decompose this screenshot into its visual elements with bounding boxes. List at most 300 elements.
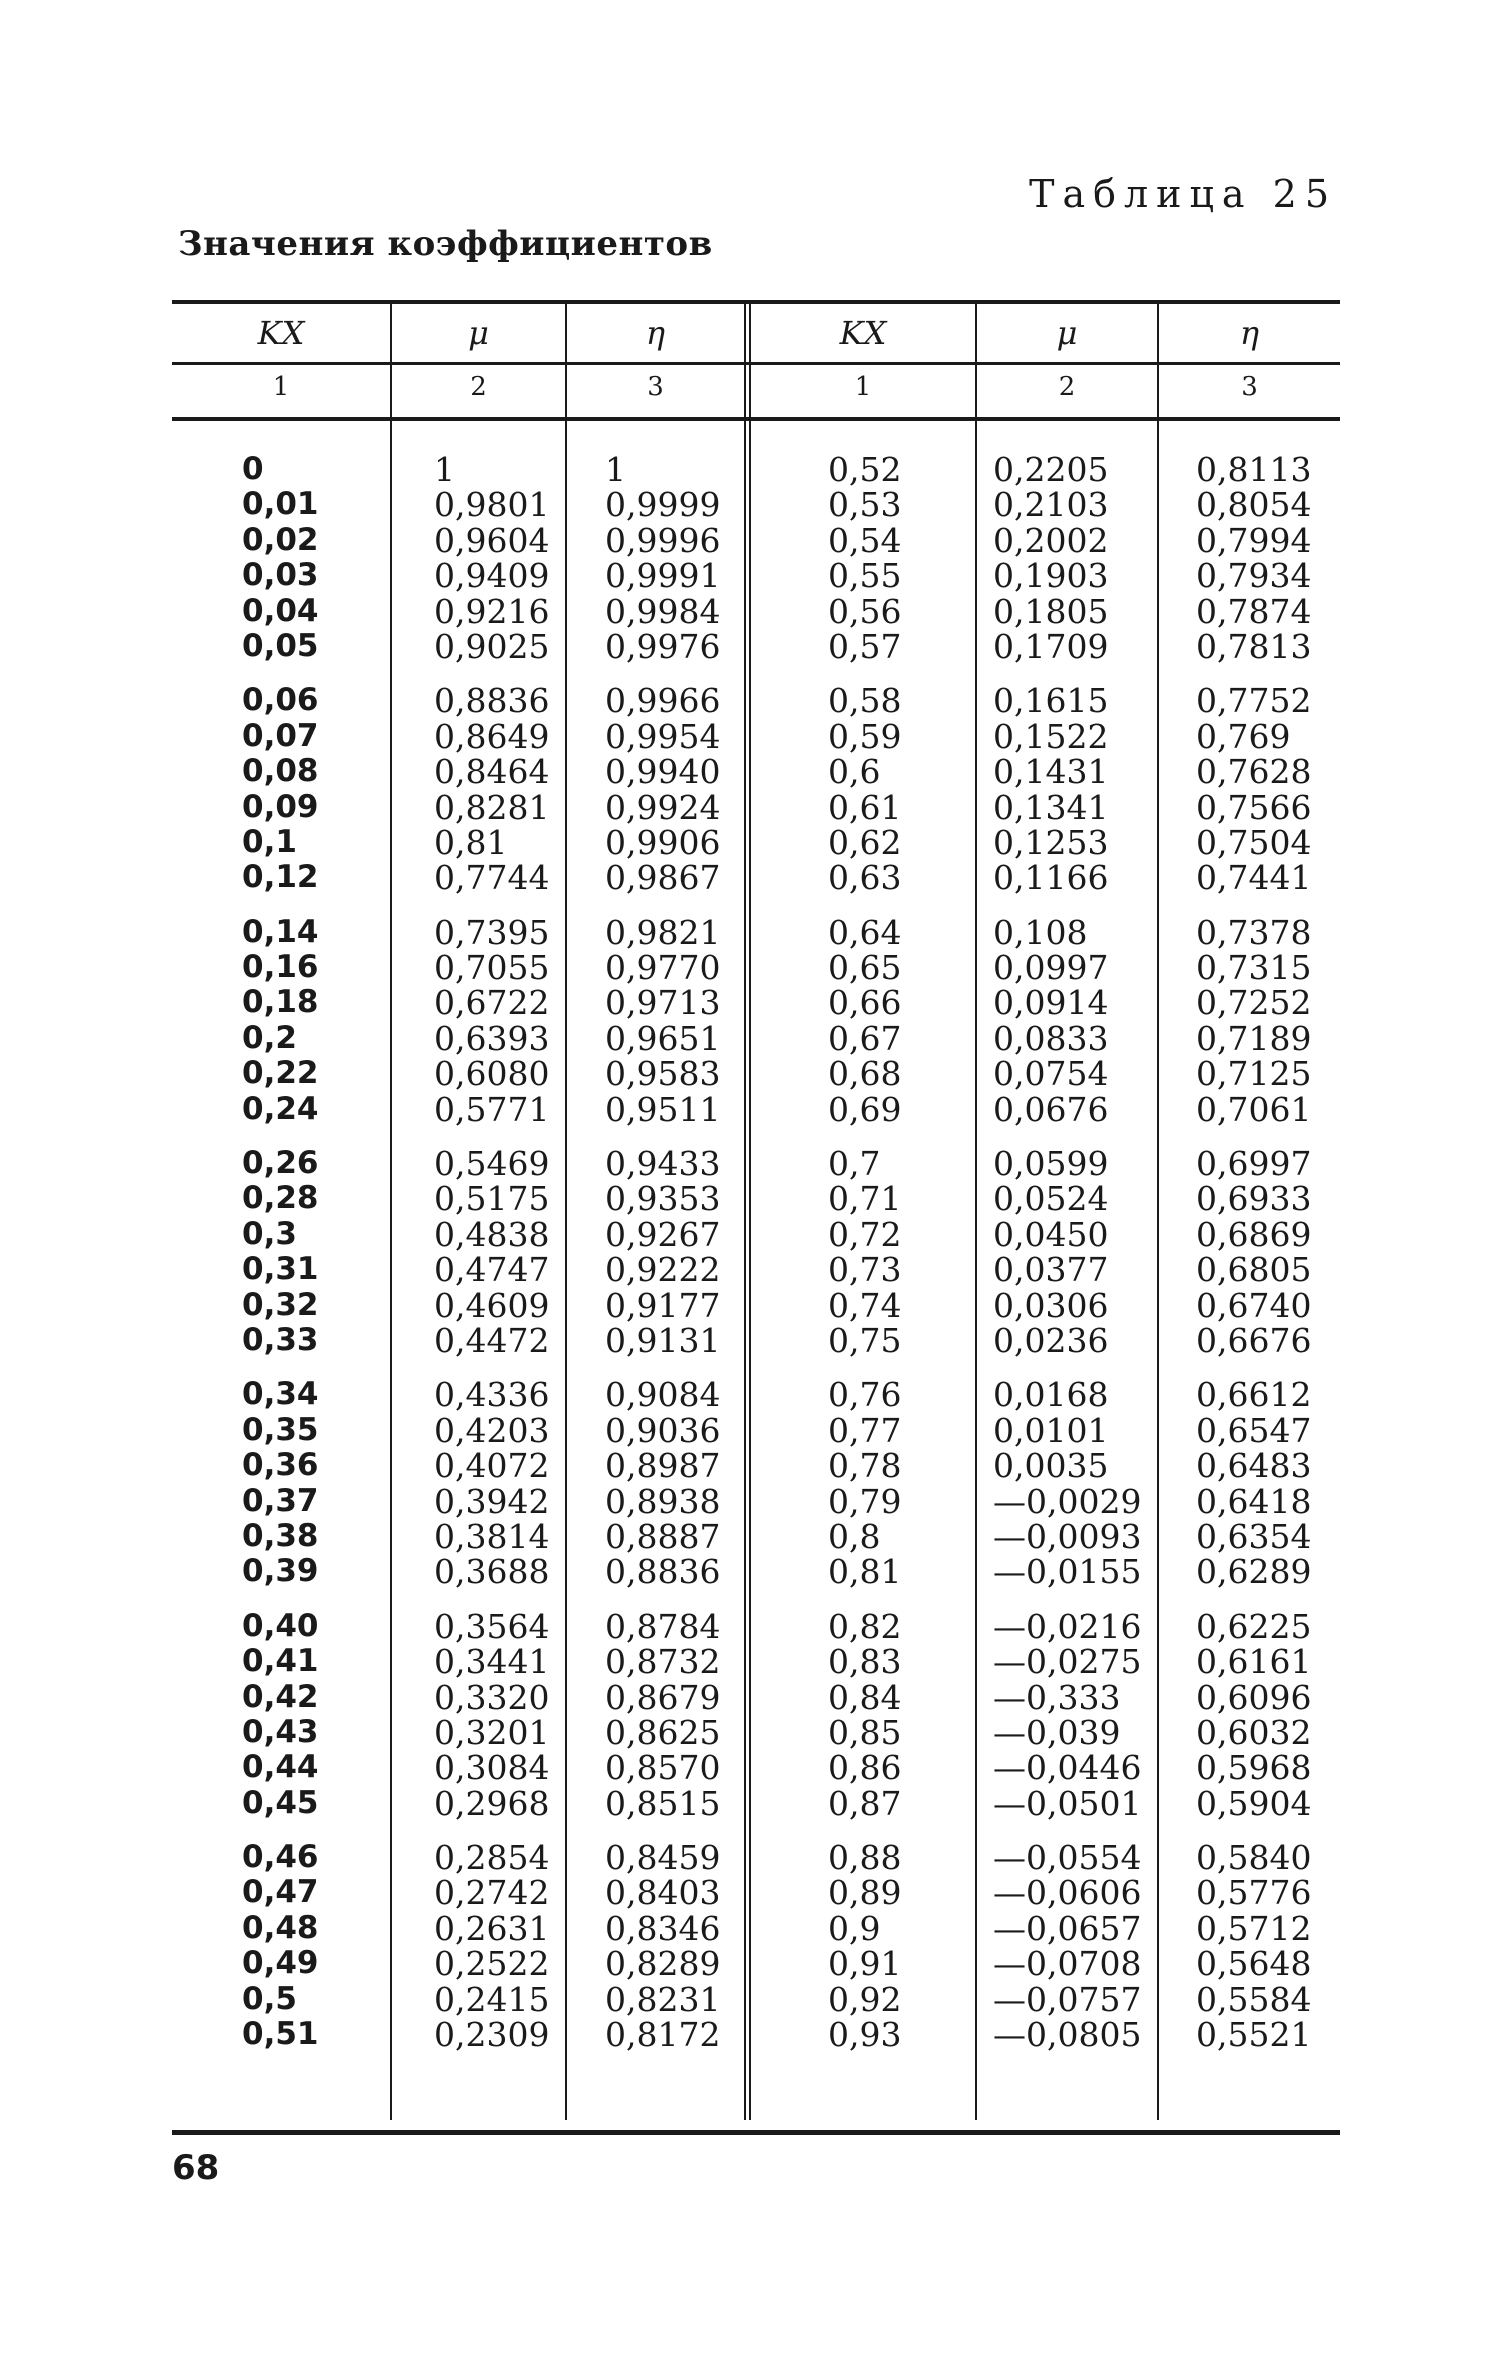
table-cell: 0,64 [828,912,902,952]
table-cell: 0,14 [242,913,319,950]
table-cell: 0,79 [828,1481,902,1521]
header-rule [172,362,1340,365]
table-cell: 0,9 [828,1908,881,1948]
table-cell: 0,1709 [993,626,1109,666]
table-cell: 0,0524 [993,1179,1109,1219]
table-cell: 0,49 [242,1945,319,1982]
table-cell: 0,0676 [993,1089,1109,1129]
table-cell: —0,0708 [993,1944,1142,1984]
table-cell: 0,8113 [1196,450,1312,489]
table-cell: 0,4609 [434,1285,550,1325]
table-cell: 0,6483 [1196,1446,1312,1486]
row-group [567,912,744,1129]
table-cell: 0,9433 [605,1144,721,1184]
table-cell: 0,6032 [1196,1712,1312,1752]
header-kx: KX [839,314,887,352]
table-cell: 0,32 [242,1286,319,1323]
table-cell: 0,1341 [993,787,1109,827]
table-cell: 0,8054 [1196,485,1312,525]
table-cell: 0,57 [828,626,902,666]
table-cell: 1 [605,450,626,489]
table-cell: 0,81 [434,822,508,862]
table-cell: 0,9084 [605,1375,721,1415]
header-mu: μ [1056,314,1078,352]
row-group [392,681,565,898]
table-cell: —0,039 [993,1712,1121,1752]
table-cell: 0,7441 [1196,858,1312,898]
table-cell: 0,47 [242,1874,319,1911]
table-cell: 0,9222 [605,1250,721,1290]
row-group [977,1838,1157,2055]
table-cell: 0,04 [242,592,319,629]
table-cell: 0,4472 [434,1320,550,1360]
table-cell: 0,0450 [993,1214,1109,1254]
column-cells [567,452,744,2071]
table-cell: 0,9821 [605,912,721,952]
subheader: 2 [470,372,487,402]
subheader: 1 [272,372,290,402]
table-cell: 0,1522 [993,716,1109,756]
table-cell: 0,7504 [1196,822,1312,862]
table-cell: 0,03 [242,557,319,594]
table-cell: 0,16 [242,949,319,986]
table-cell: 0 [242,451,264,487]
table-cell: 0,108 [993,912,1088,952]
table-cell: 0,89 [828,1873,902,1913]
table-cell: 1 [434,450,455,489]
table-cell: —0,0093 [993,1516,1142,1556]
table-cell: 0,8836 [605,1552,721,1592]
table-cell: 0,38 [242,1517,319,1554]
table-cell: 0,02 [242,521,319,558]
table-cell: 0,6676 [1196,1320,1312,1360]
table-cell: 0,77 [828,1410,902,1450]
table-cell: —0,0757 [993,1979,1142,2019]
table-cell: 0,18 [242,984,319,1021]
table-cell: 0,7125 [1196,1054,1312,1094]
table-cell: 0,8289 [605,1944,721,1984]
table-cell: 0,07 [242,717,319,754]
table-cell: 0,6 [828,752,881,792]
table-cell: 0,7994 [1196,520,1312,560]
table-cell: 0,2968 [434,1783,550,1823]
table-cell: 0,3441 [434,1642,550,1682]
table-cell: 0,73 [828,1250,902,1290]
row-group [392,1146,565,1358]
table-cell: 0,0997 [993,948,1109,988]
table-cell: 0,9996 [605,520,721,560]
table-cell: —0,0606 [993,1873,1142,1913]
table-cell: 0,4838 [434,1214,550,1254]
table-label: Таблица 25 [1029,172,1337,216]
table-cell: 0,2742 [434,1873,550,1913]
table-cell: 0,2631 [434,1908,550,1948]
row-group [1159,1838,1340,2055]
table-cell: 0,1166 [993,858,1109,898]
table-cell: 0,5648 [1196,1944,1312,1984]
table-cell: 0,9906 [605,822,721,862]
table-cell: 0,74 [828,1285,902,1325]
row-group [392,1606,565,1823]
table-cell: 0,9131 [605,1320,721,1360]
table-cell: 0,3084 [434,1748,550,1788]
table-cell: 0,82 [828,1606,902,1646]
row-group [1159,1375,1340,1592]
table-cell: 0,0377 [993,1250,1109,1290]
subheader: 1 [854,372,872,402]
table-cell: 0,54 [828,520,902,560]
table-cell: 0,28 [242,1180,319,1217]
table-cell: 0,69 [828,1089,902,1129]
column-cells [977,452,1157,2071]
table-cell: —0,0155 [993,1552,1142,1592]
table-cell: 0,83 [828,1642,902,1682]
table-cell: 0,6393 [434,1018,550,1058]
table-cell: 0,5584 [1196,1979,1312,2019]
table-cell: 0,9770 [605,948,721,988]
table-cell: 0,8649 [434,716,550,756]
table-cell: 0,5712 [1196,1908,1312,1948]
row-group [977,681,1157,898]
page-number: 68 [172,2148,220,2188]
table-cell: 0,09 [242,788,319,825]
table-bottom-rule [172,2130,1340,2135]
table-cell: 0,8570 [605,1748,721,1788]
table-cell: 0,0754 [993,1054,1109,1094]
table-cell: 0,7378 [1196,912,1312,952]
table-cell: 0,7874 [1196,591,1312,631]
header-mu: μ [468,314,489,352]
table-cell: —0,0029 [993,1481,1142,1521]
table-cell: 0,31 [242,1251,319,1288]
row-group [172,1146,390,1358]
table-cell: 0,1615 [993,681,1109,721]
table-cell: 0,5521 [1196,2015,1312,2055]
table-cell: 0,5469 [434,1144,550,1184]
table-cell: 0,6161 [1196,1642,1312,1682]
table-cell: 0,9409 [434,556,550,596]
header-eta: η [645,314,666,352]
table-cell: 0,62 [828,822,902,862]
row-group [172,1840,390,2052]
table-cell: 0,44 [242,1749,319,1786]
table-cell: 0,9984 [605,591,721,631]
row-group [1159,1146,1340,1358]
header-kx: KX [257,314,305,352]
table-cell: 0,8 [828,1516,881,1556]
row-group [977,1146,1157,1358]
table-cell: 0,6225 [1196,1606,1312,1646]
table-cell: 0,0599 [993,1144,1109,1184]
table-cell: 0,8887 [605,1516,721,1556]
table-cell: 0,72 [828,1214,902,1254]
table-cell: 0,6289 [1196,1552,1312,1592]
table-cell: 0,78 [828,1446,902,1486]
row-group [567,1606,744,1823]
table-cell: 0,8231 [605,1979,721,2019]
row-group [751,1606,975,1823]
table-cell: 0,9036 [605,1410,721,1450]
row-group [567,681,744,898]
table-cell: 0,9583 [605,1054,721,1094]
header-eta: η [1239,314,1260,352]
table-cell: 0,9954 [605,716,721,756]
table-cell: 0,75 [828,1320,902,1360]
table-cell: 0,45 [242,1784,319,1821]
row-group [1159,681,1340,898]
row-group [392,1375,565,1592]
table-cell: 0,12 [242,859,319,896]
row-group [392,912,565,1129]
table-cell: 0,5771 [434,1089,550,1129]
column-cells [172,452,390,2071]
table-cell: 0,08 [242,753,319,790]
table-cell: 0,43 [242,1713,319,1750]
table-cell: 0,61 [828,787,902,827]
table-cell: 0,7628 [1196,752,1312,792]
table-cell: 0,6869 [1196,1214,1312,1254]
table-cell: 0,8679 [605,1677,721,1717]
row-group [751,1146,975,1358]
table-cell: 0,5776 [1196,1873,1312,1913]
subheader-rule [172,417,1340,421]
row-group [172,683,390,895]
column-cells [1159,452,1340,2071]
coefficients-table [172,300,1340,2135]
table-cell: 0,42 [242,1678,319,1715]
table-cell: 0,85 [828,1712,902,1752]
table-cell: 0,7566 [1196,787,1312,827]
table-cell: 0,2522 [434,1944,550,1984]
table-cell: 0,51 [242,2016,319,2053]
table-cell: 0,22 [242,1055,319,1092]
table-cell: —0,0216 [993,1606,1142,1646]
row-group [567,1838,744,2055]
row-group [977,912,1157,1129]
row-group [751,681,975,898]
table-cell: 0,5 [242,1980,297,2017]
table-cell: 0,8732 [605,1642,721,1682]
table-cell: 0,1 [242,823,297,860]
table-cell: 0,1805 [993,591,1109,631]
table-cell: 0,2309 [434,2015,550,2055]
column-double-divider [744,300,751,2120]
table-cell: 0,8987 [605,1446,721,1486]
table-cell: 0,65 [828,948,902,988]
row-group [977,1606,1157,1823]
table-cell: 0,6080 [434,1054,550,1094]
table-cell: 0,1903 [993,556,1109,596]
table-cell: 0,5968 [1196,1748,1312,1788]
table-cell: 0,4747 [434,1250,550,1290]
row-group [392,452,565,664]
table-cell: 0,3320 [434,1677,550,1717]
table-cell: 0,7395 [434,912,550,952]
table-cell: 0,7744 [434,858,550,898]
table-cell: 0,7934 [1196,556,1312,596]
table-cell: 0,05 [242,627,319,664]
table-cell: 0,1431 [993,752,1109,792]
table-cell: 0,3 [242,1215,297,1252]
table-cell: 0,8281 [434,787,550,827]
table-cell: 0,76 [828,1375,902,1415]
table-cell: 0,9353 [605,1179,721,1219]
row-group [751,452,975,664]
table-cell: 0,4072 [434,1446,550,1486]
table-cell: 0,52 [828,450,902,489]
table-cell: 0,9999 [605,485,721,525]
table-cell: 0,6418 [1196,1481,1312,1521]
table-cell: 0,6740 [1196,1285,1312,1325]
table-cell: 0,63 [828,858,902,898]
table-cell: 0,9991 [605,556,721,596]
table-cell: 0,8625 [605,1712,721,1752]
table-cell: 0,2 [242,1019,297,1056]
table-cell: 0,6096 [1196,1677,1312,1717]
table-cell: 0,0035 [993,1446,1109,1486]
table-cell: 0,0914 [993,983,1109,1023]
table-cell: 0,66 [828,983,902,1023]
table-cell: 0,26 [242,1145,319,1182]
row-group [751,912,975,1129]
table-cell: 0,88 [828,1838,902,1878]
table-cell: 0,7061 [1196,1089,1312,1129]
table-cell: 0,9713 [605,983,721,1023]
table-cell: 0,84 [828,1677,902,1717]
table-cell: 0,55 [828,556,902,596]
table-cell: 0,58 [828,681,902,721]
table-cell: 0,3564 [434,1606,550,1646]
table-cell: 0,9801 [434,485,550,525]
table-cell: 0,87 [828,1783,902,1823]
table-cell: 0,7055 [434,948,550,988]
table-cell: 0,2002 [993,520,1109,560]
table-cell: 0,9267 [605,1214,721,1254]
table-cell: 0,5904 [1196,1783,1312,1823]
row-group [567,1146,744,1358]
table-cell: 0,2103 [993,485,1109,525]
table-cell: 0,40 [242,1607,319,1644]
row-group [567,452,744,664]
table-cell: 0,2415 [434,1979,550,2019]
table-cell: 0,9924 [605,787,721,827]
table-cell: —0,0501 [993,1783,1142,1823]
table-cell: 0,86 [828,1748,902,1788]
table-cell: 0,0101 [993,1410,1109,1450]
table-cell: 0,4203 [434,1410,550,1450]
table-cell: 0,3688 [434,1552,550,1592]
table-cell: 0,3942 [434,1481,550,1521]
table-cell: 0,48 [242,1909,319,1946]
table-cell: 0,8464 [434,752,550,792]
table-cell: 0,93 [828,2015,902,2055]
table-cell: 0,8938 [605,1481,721,1521]
table-cell: 0,67 [828,1018,902,1058]
table-cell: 0,8172 [605,2015,721,2055]
row-group [1159,1606,1340,1823]
table-cell: 0,7 [828,1144,881,1184]
row-group [172,915,390,1127]
table-cell: 0,68 [828,1054,902,1094]
subheader: 3 [1241,372,1258,402]
table-cell: 0,769 [1196,716,1291,756]
column-cells [392,452,565,2071]
table-cell: 0,46 [242,1839,319,1876]
table-cell: 0,92 [828,1979,902,2019]
table-cell: 0,7813 [1196,626,1312,666]
table-cell: 0,56 [828,591,902,631]
table-cell: 0,9177 [605,1285,721,1325]
table-cell: 0,35 [242,1411,319,1448]
row-group [977,1375,1157,1592]
table-cell: 0,06 [242,682,319,719]
table-cell: 0,3814 [434,1516,550,1556]
table-cell: 0,36 [242,1447,319,1484]
subheader: 3 [647,372,664,402]
table-cell: 0,9867 [605,858,721,898]
table-cell: 0,7315 [1196,948,1312,988]
table-cell: 0,0168 [993,1375,1109,1415]
row-group [977,452,1157,664]
table-cell: 0,5840 [1196,1838,1312,1878]
column-cells [751,452,975,2071]
table-cell: 0,59 [828,716,902,756]
table-cell: 0,8836 [434,681,550,721]
row-group [751,1838,975,2055]
table-cell: 0,9966 [605,681,721,721]
table-cell: 0,6547 [1196,1410,1312,1450]
table-cell: 0,0833 [993,1018,1109,1058]
table-cell: 0,4336 [434,1375,550,1415]
table-cell: 0,8459 [605,1838,721,1878]
row-group [751,1375,975,1592]
table-cell: 0,2854 [434,1838,550,1878]
table-cell: 0,33 [242,1321,319,1358]
table-cell: 0,37 [242,1482,319,1519]
table-cell: 0,8346 [605,1908,721,1948]
table-cell: 0,6933 [1196,1179,1312,1219]
row-group [392,1838,565,2055]
row-group [172,1377,390,1589]
table-cell: 0,01 [242,486,319,523]
subheader: 2 [1058,372,1076,402]
table-cell: 0,81 [828,1552,902,1592]
table-cell: 0,5175 [434,1179,550,1219]
row-group [567,1375,744,1592]
table-cell: 0,41 [242,1643,319,1680]
table-cell: —0,0554 [993,1838,1142,1878]
row-group [1159,912,1340,1129]
table-cell: 0,9976 [605,626,721,666]
table-cell: 0,39 [242,1553,319,1590]
table-cell: —0,0805 [993,2015,1142,2055]
table-cell: —0,0446 [993,1748,1142,1788]
table-cell: 0,91 [828,1944,902,1984]
table-cell: —0,0275 [993,1642,1142,1682]
table-cell: —0,333 [993,1677,1121,1717]
row-group [1159,452,1340,664]
row-group [172,1609,390,1821]
table-cell: 0,9025 [434,626,550,666]
row-group [172,452,390,664]
table-cell: 0,53 [828,485,902,525]
table-cell: —0,0657 [993,1908,1142,1948]
table-cell: 0,8403 [605,1873,721,1913]
table-cell: 0,0236 [993,1320,1109,1360]
table-cell: 0,7752 [1196,681,1312,721]
table-cell: 0,2205 [993,450,1109,489]
table-cell: 0,6612 [1196,1375,1312,1415]
